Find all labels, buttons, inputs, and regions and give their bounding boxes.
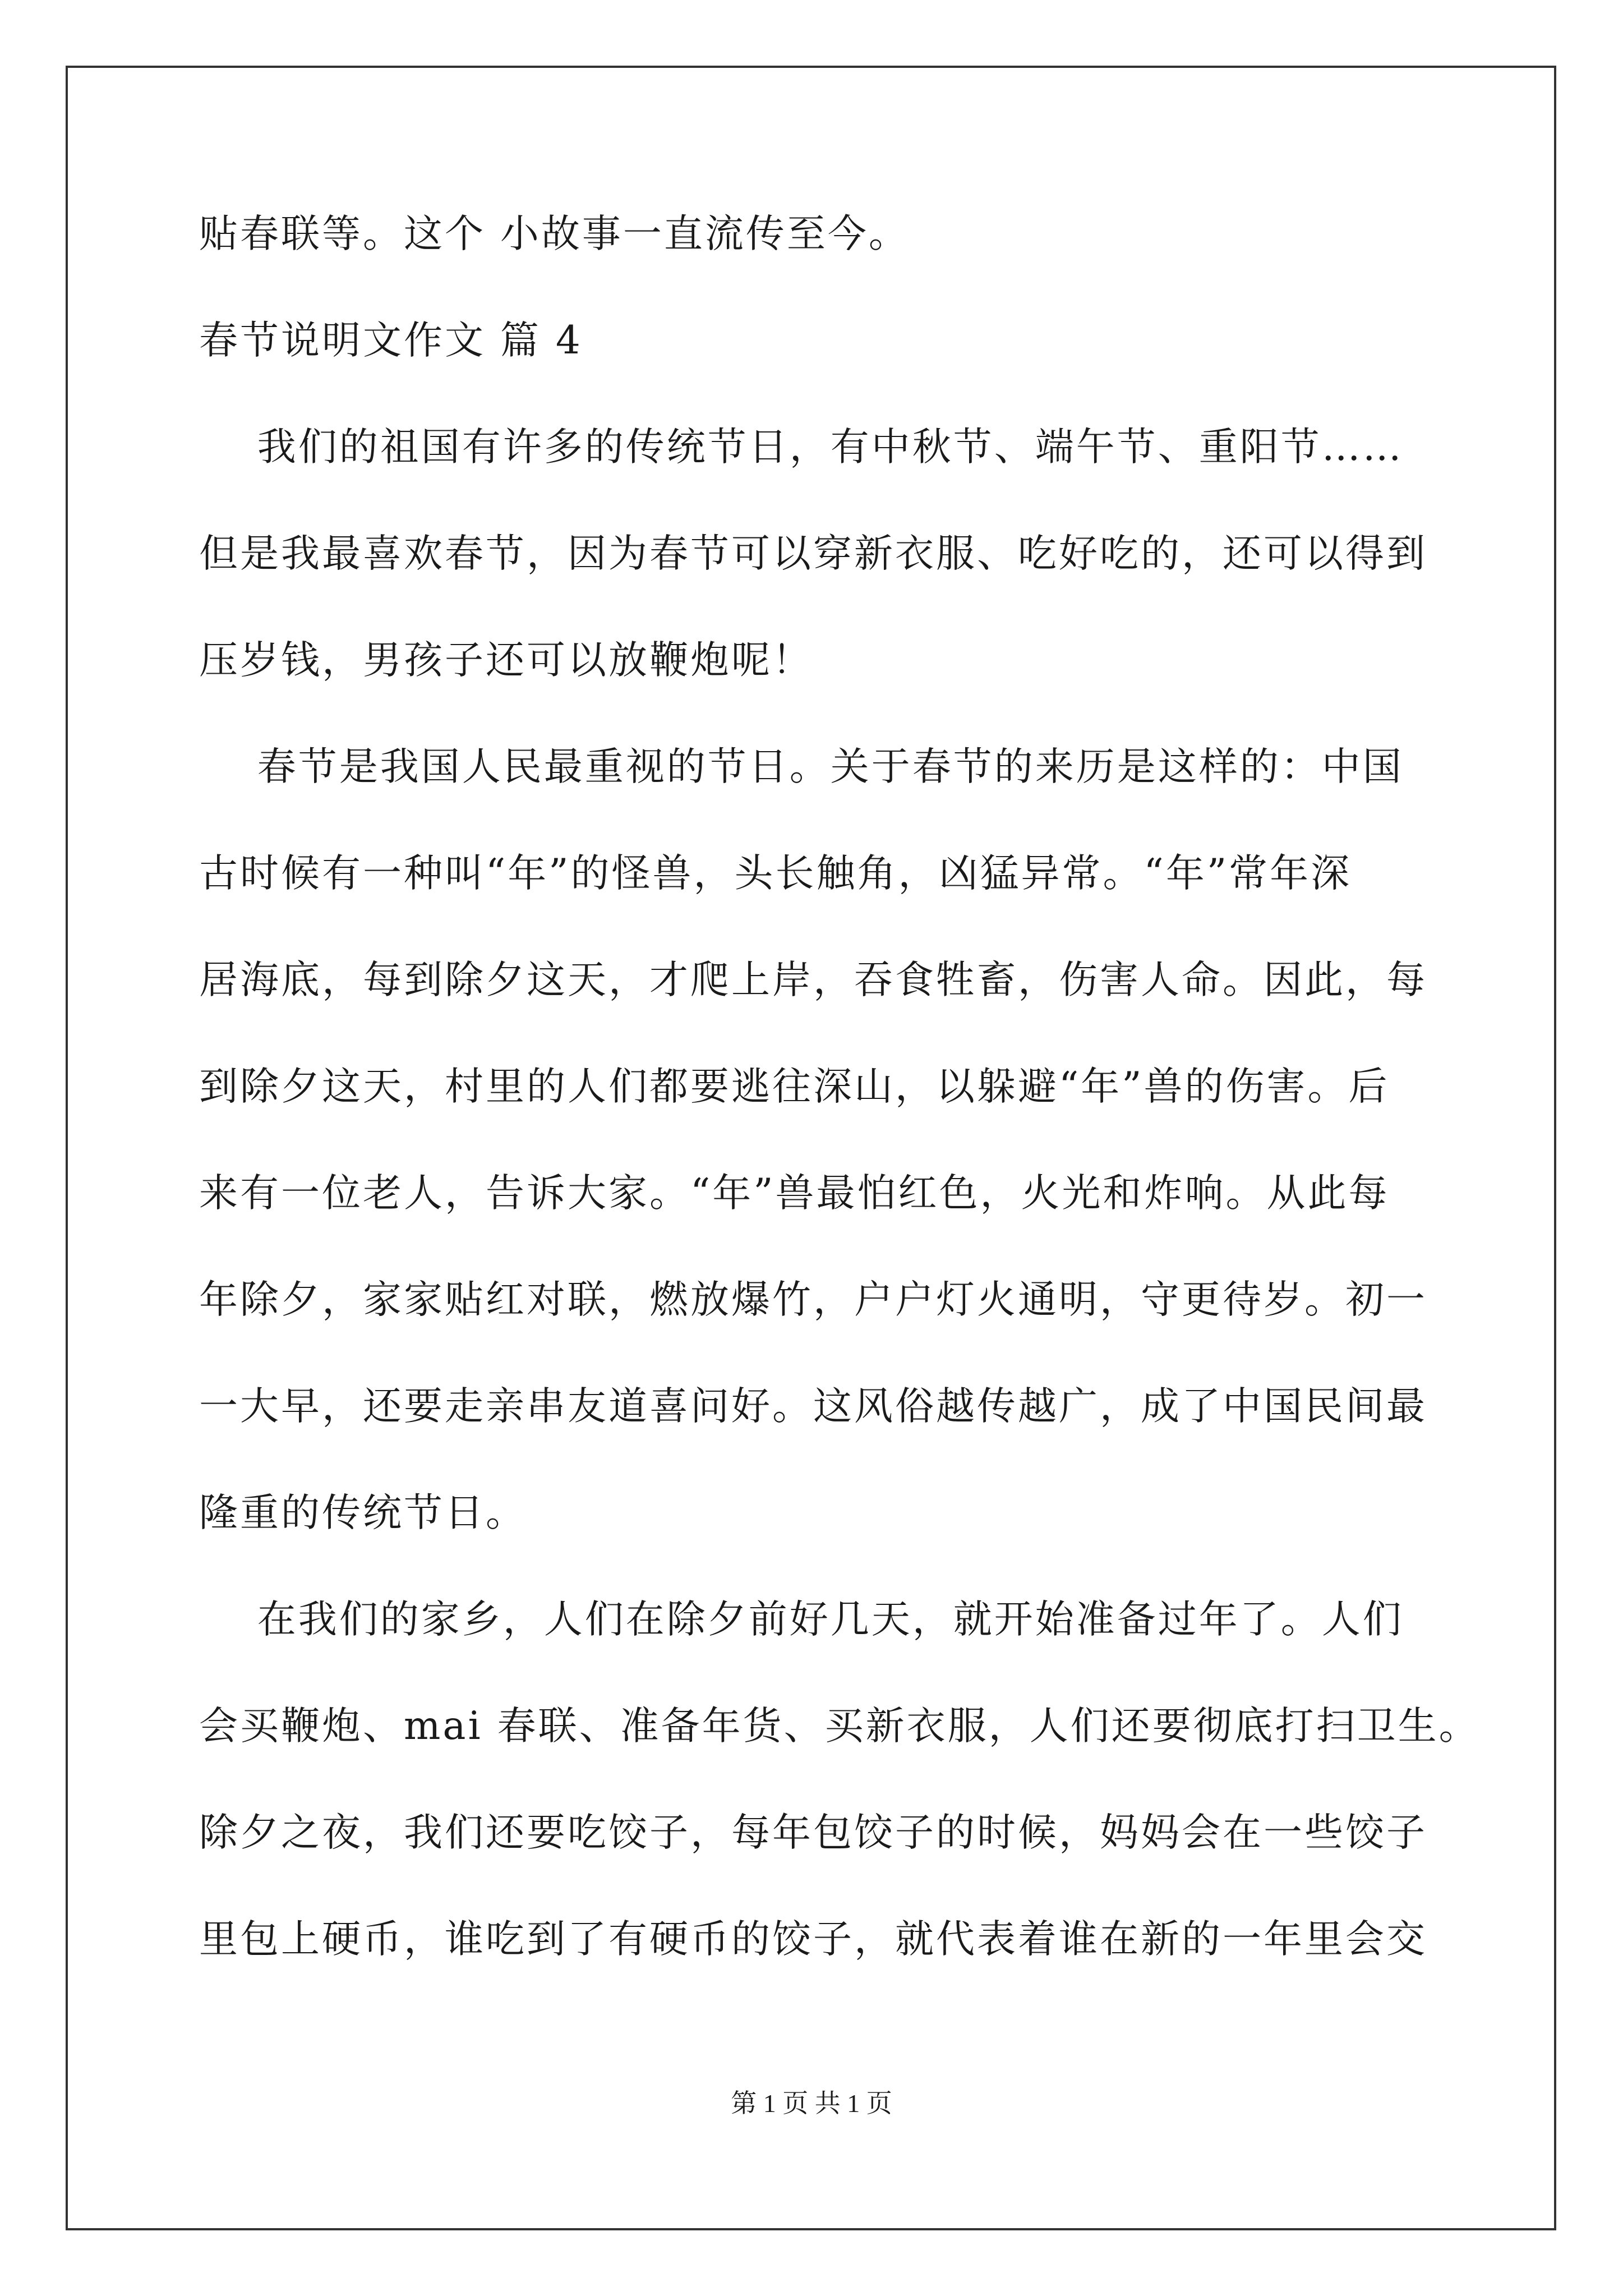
text-line: 居海底，每到除夕这天，才爬上岸，吞食牲畜，伤害人命。因此，每 (199, 958, 1427, 1002)
page-border (66, 66, 1556, 2230)
text-line: 隆重的传统节日。 (199, 1490, 527, 1535)
text-line: 一大早，还要走亲串友道喜问好。这风俗越传越广，成了中国民间最 (199, 1384, 1427, 1429)
text-line: 到除夕这天，村里的人们都要逃往深山，以躲避“年”兽的伤害。后 (199, 1064, 1390, 1109)
text-line: 会买鞭炮、mai 春联、准备年货、买新衣服，人们还要彻底打扫卫生。 (199, 1704, 1480, 1749)
text-line: 春节是我国人民最重视的节日。关于春节的来历是这样的：中国 (199, 744, 1404, 789)
text-line: 除夕之夜，我们还要吃饺子，每年包饺子的时候，妈妈会在一些饺子 (199, 1810, 1427, 1855)
text-line: 压岁钱，男孩子还可以放鞭炮呢！ (199, 638, 813, 683)
text-line: 年除夕，家家贴红对联，燃放爆竹，户户灯火通明，守更待岁。初一 (199, 1277, 1427, 1322)
text-line: 里包上硬币，谁吃到了有硬币的饺子，就代表着谁在新的一年里会交 (199, 1917, 1427, 1962)
text-line: 但是我最喜欢春节，因为春节可以穿新衣服、吃好吃的，还可以得到 (199, 531, 1427, 576)
text-line: 来有一位老人，告诉大家。“年”兽最怕红色，火光和炸响。从此每 (199, 1171, 1390, 1216)
text-line: 贴春联等。这个 小故事一直流传至今。 (199, 211, 910, 256)
text-line: 在我们的家乡，人们在除夕前好几天，就开始准备过年了。人们 (199, 1597, 1404, 1642)
section-heading: 春节说明文作文 篇 4 (199, 318, 583, 363)
page-number-footer: 第 1 页 共 1 页 (731, 2089, 892, 2118)
text-line: 古时候有一种叫“年”的怪兽，头长触角，凶猛异常。“年”常年深 (199, 851, 1352, 896)
text-line: 我们的祖国有许多的传统节日，有中秋节、端午节、重阳节…… (199, 425, 1404, 470)
